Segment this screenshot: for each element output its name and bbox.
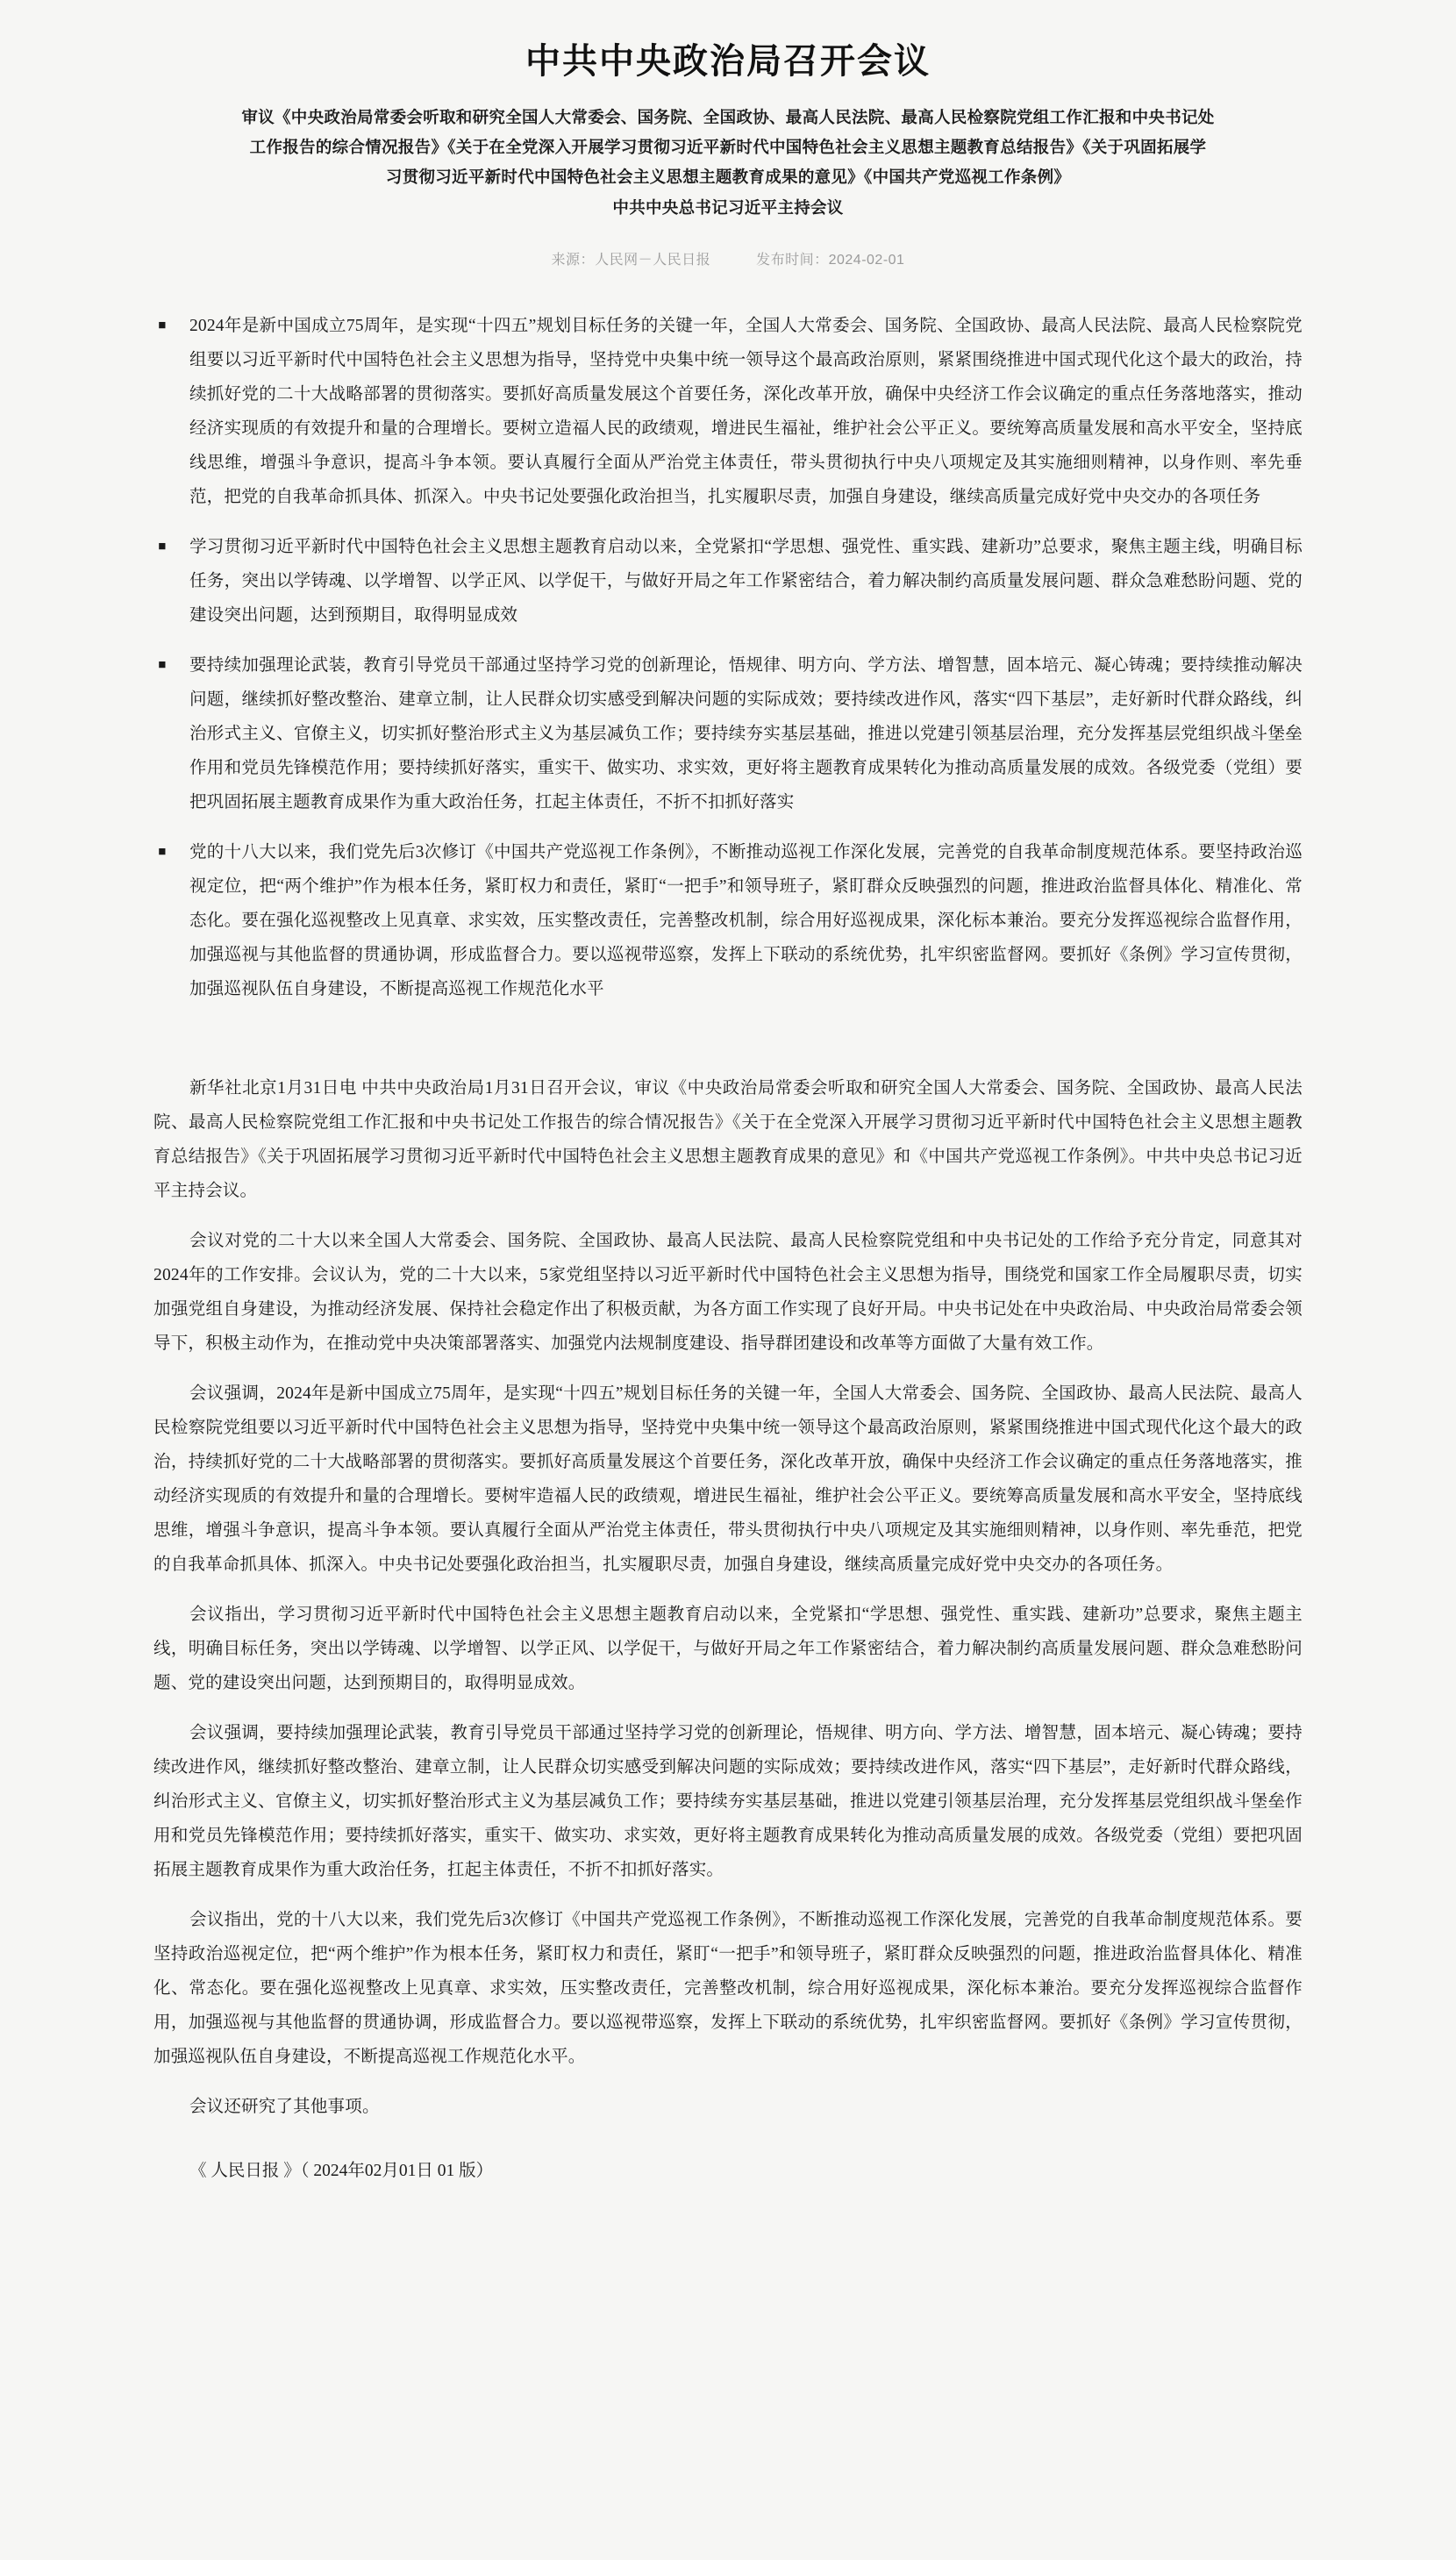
summary-paragraph: ■ 要持续加强理论武装，教育引导党员干部通过坚持学习党的创新理论，悟规律、明方向、学方法、增智慧，固本培元、凝心铸魂；要持续推动解决问题，继续抓好整改整治、建章立制，让人民群众切实感受到解决问题的实际成效；要持续改进作风，落实“四下基层”，走好新时代群众路线，纠治形式主义、官僚主义，切实抓好整治形式主义为基层减负工作；要持续夯实基层基础，推进以党建引领基层治理，充分发挥基层党组织战斗堡垒作用和党员先锋模范作用；要持续抓好落实，重实干、做实功、求实效，更好将主题教育成果转化为推动高质量发展的成效。各级党委（党组）要把巩固拓展主题教育成果作为重大政治任务，扛起主体责任，不折不扣抓好落实	[153, 648, 1303, 819]
newspaper-source: 《 人民日报 》（ 2024年02月01日 01 版）	[189, 2161, 494, 2180]
page-title: 中共中央政治局召开会议	[525, 41, 931, 81]
body-paragraph: 会议强调，要持续加强理论武装，教育引导党员干部通过坚持学习党的创新理论，悟规律、明方向、学方法、增智慧，固本培元、凝心铸魂；要持续改进作风，继续抓好整改整治、建章立制，让人民群众切实感受到解决问题的实际成效；要持续改进作风，落实“四下基层”，走好新时代群众路线，纠治形式主义、官僚主义，切实抓好整治形式主义为基层减负工作；要持续夯实基层基础，推进以党建引领基层治理，充分发挥基层党组织战斗堡垒作用和党员先锋模范作用；要持续抓好落实，重实干、做实功、求实效，更好将主题教育成果转化为推动高质量发展的成效。各级党委（党组）要把巩固拓展主题教育成果作为重大政治任务，扛起主体责任，不折不扣抓好落实。	[153, 1723, 1303, 1879]
source-label: 来源：	[551, 252, 596, 268]
subtitle-line-2: 工作报告的综合情况报告》《关于在全党深入开展学习贯彻习近平新时代中国特色社会主义思想主题教育总结报告》《关于巩固拓展学	[249, 139, 1207, 158]
publish-label: 发布时间：	[756, 252, 829, 268]
article-header	[0, 37, 1456, 268]
body-paragraph: 会议还研究了其他事项。	[189, 2097, 380, 2116]
section-divider	[153, 1022, 1303, 1071]
article-content	[153, 268, 1303, 2188]
body-paragraph: 会议指出，党的十八大以来，我们党先后3次修订《中国共产党巡视工作条例》，不断推动巡视工作深化发展，完善党的自我革命制度规范体系。要坚持政治巡视定位，把“两个维护”作为根本任务，紧盯权力和责任，紧盯“一把手”和领导班子，紧盯群众反映强烈的问题，推进政治监督具体化、精准化、常态化。要在强化巡视整改上见真章、求实效，压实整改责任，完善整改机制，综合用好巡视成果，深化标本兼治。要充分发挥巡视综合监督作用，加强巡视与其他监督的贯通协调，形成监督合力。要以巡视带巡察，发挥上下联动的系统优势，扎牢织密监督网。要抓好《条例》学习宣传贯彻，加强巡视队伍自身建设，不断提高巡视工作规范化水平。	[153, 1910, 1303, 2066]
article-subtitle	[219, 104, 1237, 224]
body-paragraph: 新华社北京1月31日电 中共中央政治局1月31日召开会议，审议《中央政治局常委会听取和研究全国人大常委会、国务院、全国政协、最高人民法院、最高人民检察院党组工作汇报和中央书记处工作报告的综合情况报告》《关于在全党深入开展学习贯彻习近平新时代中国特色社会主义思想主题教育总结报告》《关于巩固拓展学习贯彻习近平新时代中国特色社会主义思想主题教育成果的意见》和《中国共产党巡视工作条例》。中共中央总书记习近平主持会议。	[153, 1078, 1303, 1200]
article-meta	[158, 248, 1298, 268]
subtitle-line-4: 中共中央总书记习近平主持会议	[612, 199, 844, 218]
source-value: 人民网－人民日报	[595, 252, 711, 268]
body-paragraph: 会议对党的二十大以来全国人大常委会、国务院、全国政协、最高人民法院、最高人民检察院党组和中央书记处的工作给予充分肯定，同意其对2024年的工作安排。会议认为，党的二十大以来，5家党组坚持以习近平新时代中国特色社会主义思想为指导，围绕党和国家工作全局履职尽责，切实加强党组自身建设，为推动经济发展、保持社会稳定作出了积极贡献，为各方面工作实现了良好开局。中央书记处在中央政治局、中央政治局常委会领导下，积极主动作为，在推动党中央决策部署落实、加强党内法规制度建设、指导群团建设和改革等方面做了大量有效工作。	[153, 1231, 1303, 1353]
summary-paragraph: ■ 学习贯彻习近平新时代中国特色社会主义思想主题教育启动以来，全党紧扣“学思想、强党性、重实践、建新功”总要求，聚焦主题主线，明确目标任务，突出以学铸魂、以学增智、以学正风、以学促干，与做好开局之年工作紧密结合，着力解决制约高质量发展问题、群众急难愁盼问题、党的建设突出问题，达到预期目，取得明显成效	[153, 530, 1303, 633]
body-paragraph: 会议指出，学习贯彻习近平新时代中国特色社会主义思想主题教育启动以来，全党紧扣“学思想、强党性、重实践、建新功”总要求，聚焦主题主线，明确目标任务，突出以学铸魂、以学增智、以学正风、以学促干，与做好开局之年工作紧密结合，着力解决制约高质量发展问题、群众急难愁盼问题、党的建设突出问题，达到预期目的，取得明显成效。	[153, 1605, 1303, 1692]
summary-paragraph: ■ 2024年是新中国成立75周年，是实现“十四五”规划目标任务的关键一年，全国人大常委会、国务院、全国政协、最高人民法院、最高人民检察院党组要以习近平新时代中国特色社会主义思想为指导，坚持党中央集中统一领导这个最高政治原则，紧紧围绕推进中国式现代化这个最大的政治，持续抓好党的二十大战略部署的贯彻落实。要抓好高质量发展这个首要任务，深化改革开放，确保中央经济工作会议确定的重点任务落地落实，推动经济实现质的有效提升和量的合理增长。要树立造福人民的政绩观，增进民生福祉，维护社会公平正义。要统筹高质量发展和高水平安全，坚持底线思维，增强斗争意识，提高斗争本领。要认真履行全面从严治党主体责任，带头贯彻执行中央八项规定及其实施细则精神，以身作则、率先垂范，把党的自我革命抓具体、抓深入。中央书记处要强化政治担当，扎实履职尽责，加强自身建设，继续高质量完成好党中央交办的各项任务	[153, 309, 1303, 514]
subtitle-line-3: 习贯彻习近平新时代中国特色社会主义思想主题教育成果的意见》《中国共产党巡视工作条例》	[385, 169, 1071, 188]
body-paragraph: 会议强调，2024年是新中国成立75周年，是实现“十四五”规划目标任务的关键一年，全国人大常委会、国务院、全国政协、最高人民法院、最高人民检察院党组要以习近平新时代中国特色社会主义思想为指导，坚持党中央集中统一领导这个最高政治原则，紧紧围绕推进中国式现代化这个最大的政治，持续抓好党的二十大战略部署的贯彻落实。要抓好高质量发展这个首要任务，深化改革开放，确保中央经济工作会议确定的重点任务落地落实，推动经济实现质的有效提升和量的合理增长。要树牢造福人民的政绩观，增进民生福祉，维护社会公平正义。要统筹高质量发展和高水平安全，坚持底线思维，增强斗争意识，提高斗争本领。要认真履行全面从严治党主体责任，带头贯彻执行中央八项规定及其实施细则精神，以身作则、率先垂范，把党的自我革命抓具体、抓深入。中央书记处要强化政治担当，扎实履职尽责，加强自身建设，继续高质量完成好党中央交办的各项任务。	[153, 1384, 1303, 1574]
summary-paragraph: ■ 党的十八大以来，我们党先后3次修订《中国共产党巡视工作条例》，不断推动巡视工作深化发展，完善党的自我革命制度规范体系。要坚持政治巡视定位，把“两个维护”作为根本任务，紧盯权力和责任，紧盯“一把手”和领导班子，紧盯群众反映强烈的问题，推进政治监督具体化、精准化、常态化。要在强化巡视整改上见真章、求实效，压实整改责任，完善整改机制，综合用好巡视成果，深化标本兼治。要充分发挥巡视综合监督作用，加强巡视与其他监督的贯通协调，形成监督合力。要以巡视带巡察，发挥上下联动的系统优势，扎牢织密监督网。要抓好《条例》学习宣传贯彻，加强巡视队伍自身建设，不断提高巡视工作规范化水平	[153, 835, 1303, 1006]
publish-value: 2024-02-01	[828, 252, 905, 268]
subtitle-line-1: 审议《中央政治局常委会听取和研究全国人大常委会、国务院、全国政协、最高人民法院、最高人民检察院党组工作汇报和中央书记处	[241, 110, 1215, 127]
